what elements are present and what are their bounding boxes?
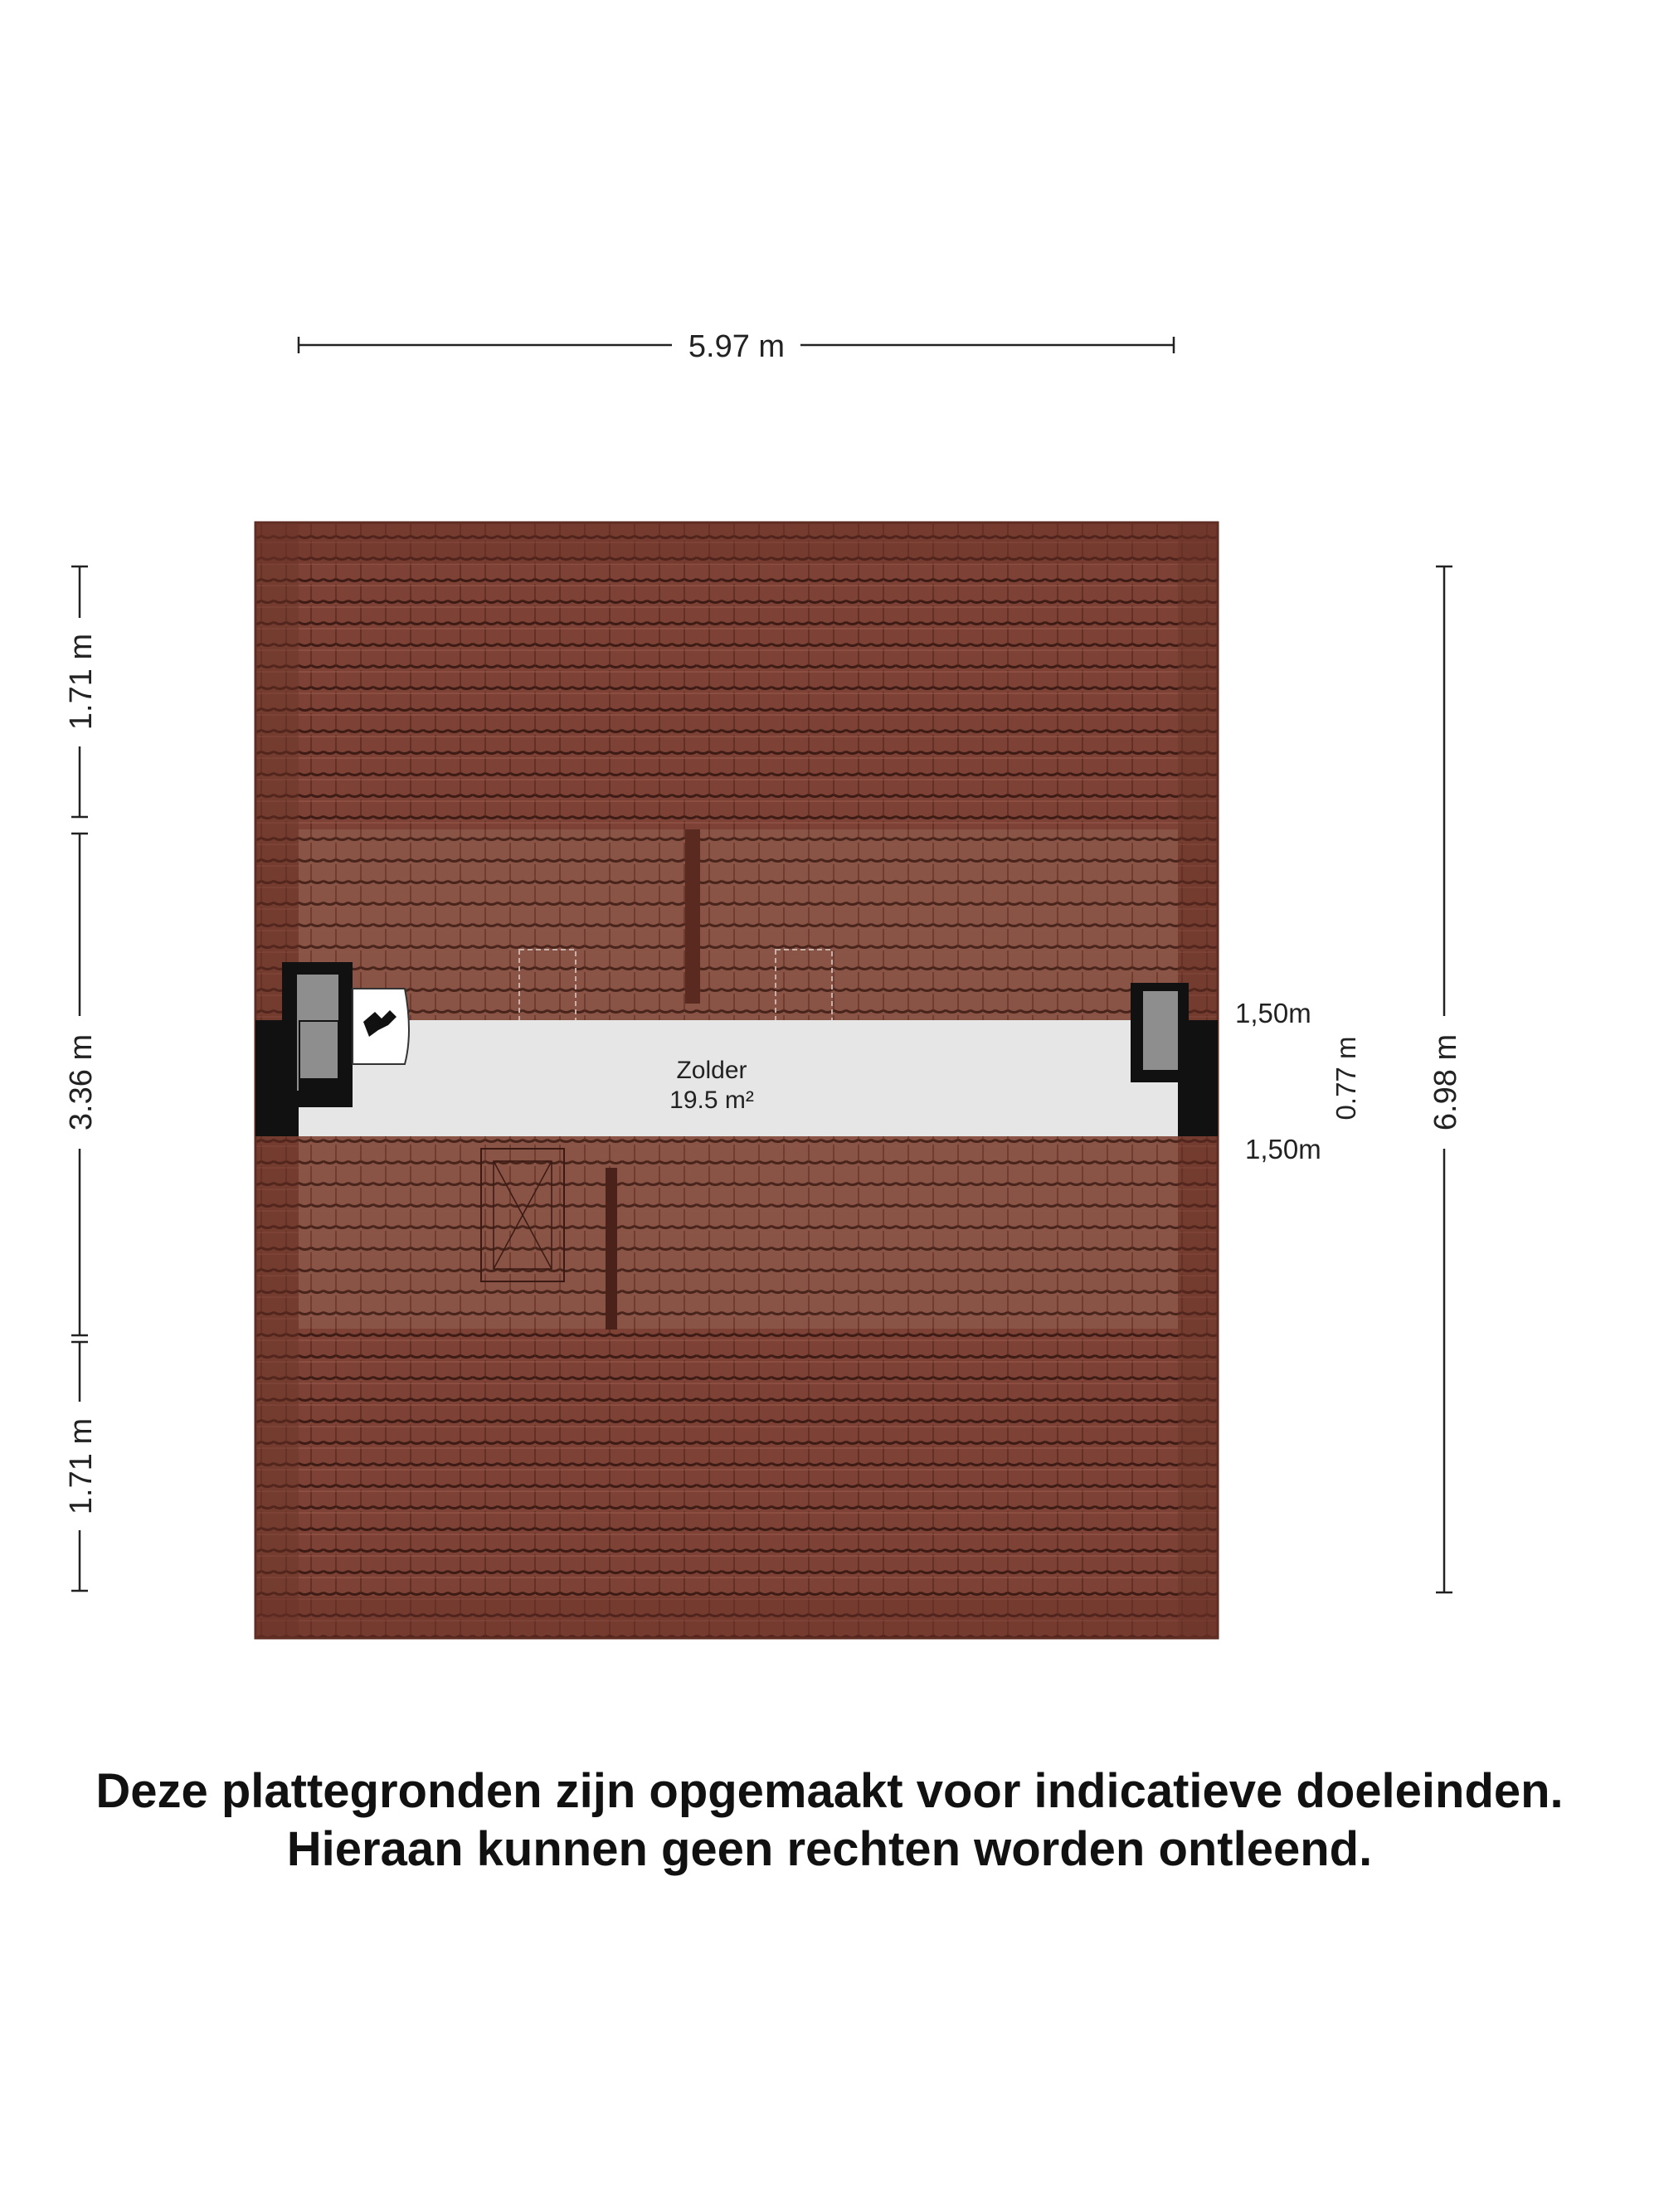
- room-name: Zolder: [676, 1057, 747, 1084]
- height-mark-lower: 1,50m: [1245, 1134, 1321, 1164]
- dimension-label-right-total: 6.98 m: [1428, 1033, 1463, 1131]
- dimension-right-total: [1428, 566, 1463, 1592]
- dimension-top-width: [299, 329, 1174, 364]
- disclaimer-line-1: Deze plattegronden zijn opgemaakt voor indicatieve doeleinden.: [95, 1764, 1564, 1818]
- dimension-label-left-middle: 3.36 m: [64, 1033, 99, 1131]
- dimension-label-left-top: 1.71 m: [64, 633, 99, 731]
- dimension-left-chain: [64, 566, 99, 1591]
- chimney-right: [1143, 991, 1178, 1070]
- disclaimer-line-2: Hieraan kunnen geen rechten worden ontleend.: [286, 1822, 1373, 1876]
- height-mark-upper: 1,50m: [1235, 998, 1311, 1028]
- height-markers: [1235, 998, 1361, 1164]
- dimension-label-left-bottom: 1.71 m: [64, 1417, 99, 1515]
- room-area: 19.5 m²: [669, 1087, 754, 1114]
- dimension-label-width: 5.97 m: [688, 329, 786, 364]
- dimension-label-room-height: 0.77 m: [1331, 1036, 1361, 1121]
- stairs-icon: [353, 989, 409, 1064]
